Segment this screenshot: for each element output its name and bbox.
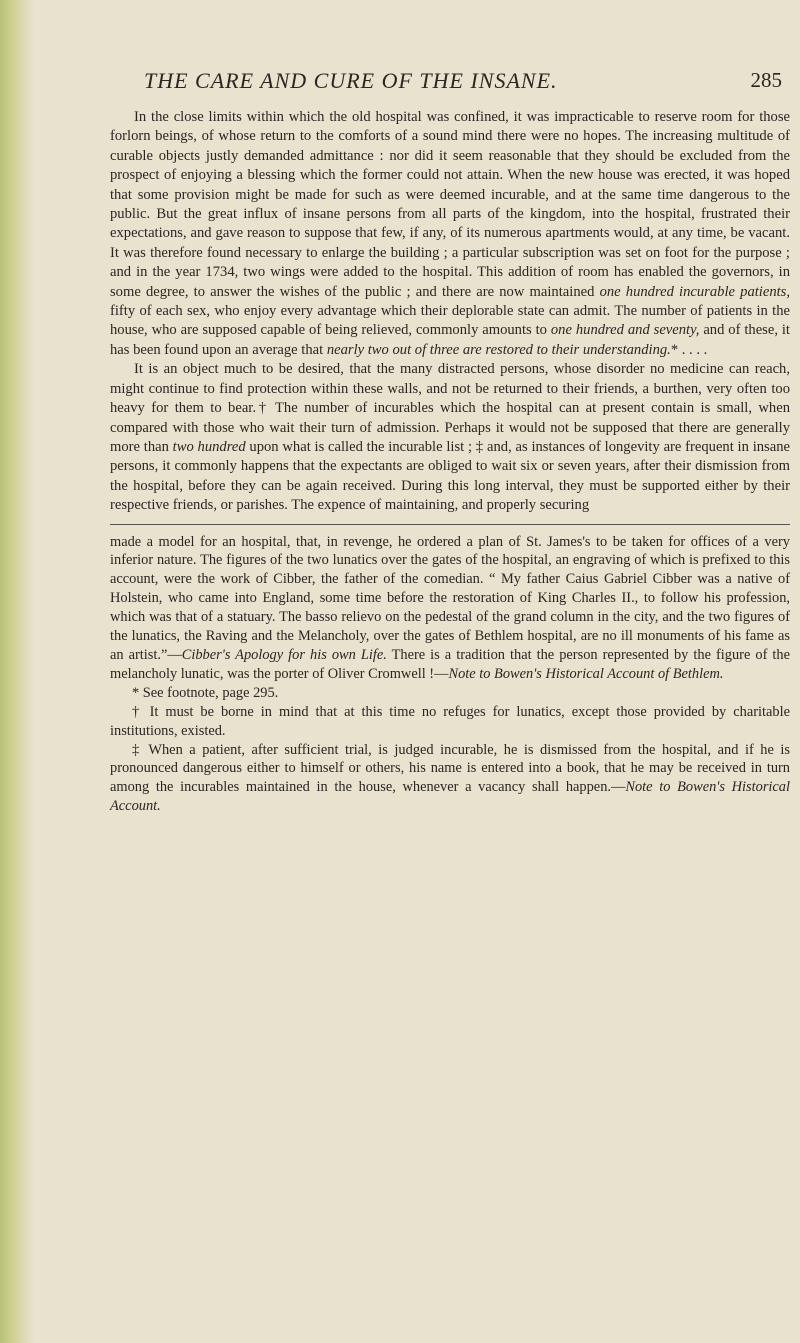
body-text	[110, 108, 790, 516]
emphasis-incurable-patients: one hundred incurable patients,	[599, 283, 791, 300]
emphasis-restored: nearly two out of three are restored to their understanding.	[326, 341, 671, 358]
footnote-rule	[110, 524, 790, 525]
citation-bowen-bethlem: Note to Bowen's Historical Account of Bethlem.	[448, 665, 724, 682]
page-number: 285	[750, 68, 782, 92]
binding-gutter	[0, 0, 34, 1343]
emphasis-one-hundred-seventy: one hundred and seventy,	[550, 322, 700, 339]
paragraph-1: In the close limits within which the old hospital was confined, it was impracticable to reserve room for those forlorn beings, of whose return to the comforts of a sound mind there were no hopes. The increasing multitude of curable objects justly demanded admittance : nor did it seem reasonable that they should be excluded from the prospect of enjoying a blessing which the former could not attain. When the new house was erected, it was hoped that some provision might be made for such as were deemed incurable, and at the same time dangerous to the public. But the great influx of insane persons from all parts of the kingdom, into the hospital, frustrated their expectations, and gave reason to suppose that few, if any, of its numerous apartments would, at any time, be vacant. It was therefore found necessary to enlarge the building ; a particular subscription was set on foot for the purpose ; and in the year 1734, two wings were added to the hospital. This addition of room has enabled the governors, in some degree, to answer the wishes of the public ; and there are now maintained one hundred incurable patients, fifty of each sex, who enjoy every advantage which their deplorable state can admit. The number of patients in the house, who are supposed capable of being relieved, commonly amounts to one hundred and seventy, and of these, it has been found upon an average that nearly two out of three are restored to their understanding.* . . . .	[110, 109, 791, 358]
citation-bowen: Note to Bowen's Historical Account.	[110, 779, 790, 815]
footnote-dagger: † It must be borne in mind that at this time no refuges for lunatics, except those provided by charitable institutions, existed.	[110, 703, 790, 739]
running-head	[110, 68, 790, 108]
footnotes	[110, 533, 790, 817]
citation-cibber: Cibber's Apology for his own Life.	[181, 646, 387, 663]
emphasis-two-hundred: two hundred	[172, 438, 246, 455]
continued-note: made a model for an hospital, that, in revenge, he ordered a plan of St. James's to be taken for offices of a very inferior nature. The figures of the two lunatics over the gates of the hospital, an engraving of which is prefixed to this account, were the work of Cibber, the father of the comedian. “ My father Caius Gabriel Cibber was a native of Holstein, who came into England, some time before the restoration of King Charles II., to follow his profession, which was that of a statuary. The basso relievo on the pedestal of the grand column in the city, and the two figures of the lunatics, the Raving and the Melancholy, over the gates of Bethlem hospital, are no ill monuments of his fame as an artist.”—Cibber's Apology for his own Life. There is a tradition that the person represented by the figure of the melancholy lunatic, was the porter of Oliver Cromwell !—Note to Bowen's Historical Account of Bethlem.	[110, 533, 790, 682]
book-page	[110, 68, 790, 816]
paragraph-2: It is an object much to be desired, that the many distracted persons, whose disorder no medicine can reach, might continue to find protection within these walls, and not be returned to their friends, a burthen, very often too heavy for them to bear.† The number of incurables which the hospital can at present contain is small, when compared with those who wait their turn of admission. Perhaps it would not be supposed that there are generally more than two hundred upon what is called the incurable list ; ‡ and, as instances of longevity are frequent in insane persons, it commonly happens that the expectants are obliged to wait six or seven years, after their dismission from the hospital, before they can be again received. During this long interval, they must be supported either by their respective friends, or parishes. The expence of maintaining, and properly securing	[110, 361, 790, 514]
running-title: THE CARE AND CURE OF THE INSANE.	[144, 68, 558, 93]
footnote-asterisk: * See footnote, page 295.	[132, 684, 279, 701]
footnote-double-dagger: ‡ When a patient, after sufficient trial, is judged incurable, he is dismissed from the hospital, and if he is pronounced dangerous either to himself or others, his name is entered into a book, that he may be received in turn among the incurables maintained in the house, whenever a vacancy shall happen.—Note to Bowen's Historical Account.	[110, 741, 790, 815]
